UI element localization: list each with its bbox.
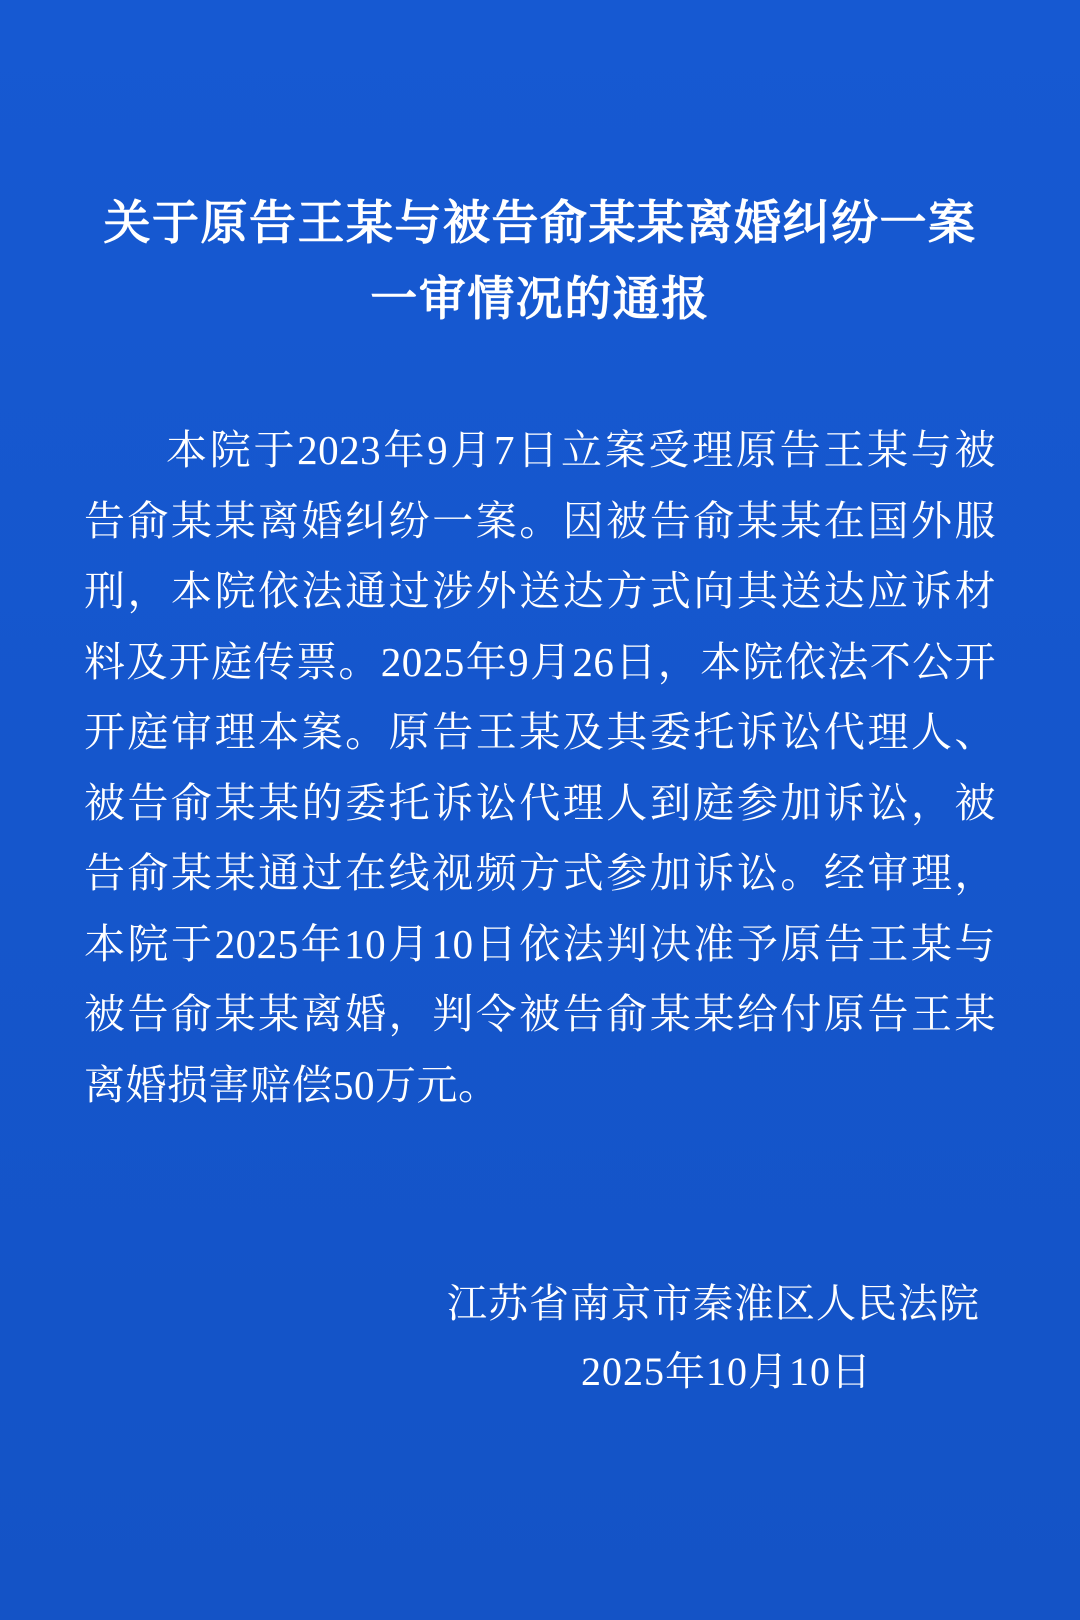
body-paragraph: 本院于2023年9月7日立案受理原告王某与被告俞某某离婚纠纷一案。因被告俞某某在国外服刑，本院依法通过涉外送达方式向其送达应诉材料及开庭传票。2025年9月26日，本院依法不公开开庭审理本案。原告王某及其委托诉讼代理人、被告俞某某的委托诉讼代理人到庭参加诉讼，被告俞某某通过在线视频方式参加诉讼。经审理，本院于2025年10月10日依法判决准予原告王某与被告俞某某离婚，判令被告俞某某给付原告王某离婚损害赔偿50万元。 [84,427,996,1108]
issue-date: 2025年10月10日 [581,1349,872,1395]
issuing-court: 江苏省南京市秦淮区人民法院 [447,1281,980,1327]
page-title [78,0,1002,337]
title-line-1: 关于原告王某与被告俞某某离婚纠纷一案 [103,196,977,249]
signature [78,1270,1002,1406]
title-line-2: 一审情况的通报 [370,272,710,326]
announcement-body [78,415,1002,1120]
